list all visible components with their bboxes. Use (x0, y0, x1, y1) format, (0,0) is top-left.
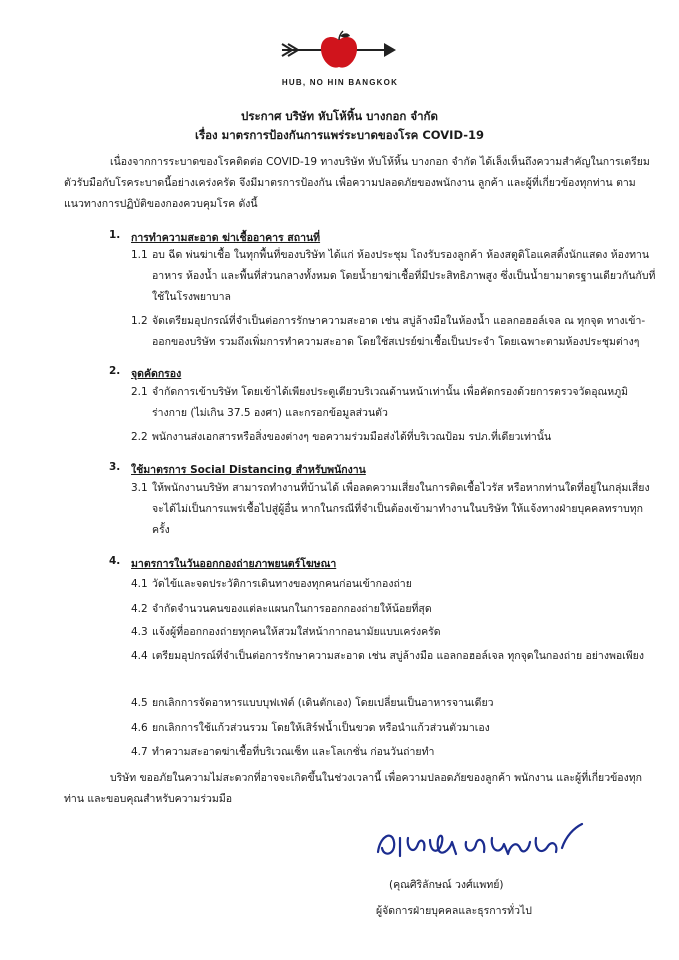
item-text: จำกัดจำนวนคนของแต่ละแผนกในการออกกองถ่ายให้น้อยที่สุด (152, 603, 432, 615)
item-number: 2.2 (131, 431, 148, 443)
announcement-subject: เรื่อง มาตรการป้องกันการแพร่ระบาดของโรค COVID-19 (195, 128, 484, 142)
item-text: เตรียมอุปกรณ์ที่จำเป็นต่อการรักษาความสะอาด เช่น สบู่ล้างมือ แอลกอฮอล์เจล ทุกจุดในกองถ่าย อย่างพอเพียง (152, 650, 644, 662)
item-number: 3.1 (131, 482, 148, 494)
section-heading: จุดคัดกรอง (131, 368, 182, 380)
item-number: 4.5 (131, 697, 148, 709)
announcement-title: ประกาศ บริษัท หับโห้หิ้น บางกอก จำกัด (241, 109, 438, 123)
section-number: 3. (109, 461, 121, 473)
signatory-title: ผู้จัดการฝ่ายบุคคลและธุรการทั่วไป (376, 905, 532, 917)
intro-paragraph: เนื่องจากการระบาดของโรคติดต่อ COVID-19 ทางบริษัท หับโห้หิ้น บางกอก จำกัด ได้เล็งเห็นถึงความสำคัญในการเตรียมตัวรับมือกับโรคระบาดนี้อย่างเคร่งครัด จึงมีมาตรการป้องกัน เพื่อความปลอดภัยของพนักงาน ลูกค้า และผู้ที่เกี่ยวข้องทุกท่าน ตามแนวทางการปฏิบัติของกองควบคุมโรค ดังนี้ (64, 156, 650, 210)
section-number: 2. (109, 365, 121, 377)
item-number: 4.6 (131, 722, 148, 734)
item-text: จำกัดการเข้าบริษัท โดยเข้าได้เพียงประตูเดียวบริเวณด้านหน้าเท่านั้น เพื่อคัดกรองด้วยการตรวจวัดอุณหภูมิร่างกาย (ไม่เกิน 37.5 องศา) และกรอกข้อมูลส่วนตัว (152, 386, 629, 419)
logo-text: HUB, NO HIN BANGKOK (281, 78, 399, 87)
item-number: 2.1 (131, 386, 148, 398)
item-number: 4.7 (131, 746, 148, 758)
item-text: ยกเลิกการจัดอาหารแบบบุฟเฟ่ต์ (เดินตักเอง) โดยเปลี่ยนเป็นอาหารจานเดียว (152, 697, 494, 709)
item-text: อบ ฉีด พ่นฆ่าเชื้อ ในทุกพื้นที่ของบริษัท ได้แก่ ห้องประชุม โถงรับรองลูกค้า ห้องสตูดิโอแคสติ้งนักแสดง ห้องทานอาหาร ห้องน้ำ และพื้นที่ส่วนกลางทั้งหมด โดยน้ำยาฆ่าเชื้อที่มีประสิทธิภาพสูง ซึ่งเป็นน้ำยามาตรฐานเดียวกันกับที่ใช้ในโรงพยาบาล (152, 249, 656, 303)
section-heading: มาตรการในวันออกกองถ่ายภาพยนตร์โฆษณา (131, 558, 337, 570)
item-text: ยกเลิกการใช้แก้วส่วนรวม โดยให้เสิร์ฟน้ำเป็นขวด หรือนำแก้วส่วนตัวมาเอง (152, 722, 490, 734)
handwritten-signature-icon (370, 818, 590, 868)
item-number: 4.2 (131, 603, 148, 615)
item-text: แจ้งผู้ที่ออกกองถ่ายทุกคนให้สวมใส่หน้ากากอนามัยแบบเคร่งครัด (152, 626, 441, 638)
item-text: พนักงานส่งเอกสารหรือสิ่งของต่างๆ ขอความร่วมมือส่งได้ที่บริเวณป้อม รปภ.ที่เดียวเท่านั้น (152, 431, 552, 443)
closing-paragraph: บริษัท ขออภัยในความไม่สะดวกที่อาจจะเกิดขึ้นในช่วงเวลานี้ เพื่อความปลอดภัยของลูกค้า พนักงาน และผู้ที่เกี่ยวข้องทุกท่าน และขอบคุณสำหรับความร่วมมือ (64, 772, 642, 805)
item-text: ให้พนักงานบริษัท สามารถทำงานที่บ้านได้ เพื่อลดความเสี่ยงในการติดเชื้อไวรัส หรือหากท่านใดที่อยู่ในกลุ่มเสี่ยง จะได้ไม่เป็นการแพร่เชื้อไปสู่ผู้อื่น หากในกรณีที่จำเป็นต้องเข้ามาทำงานในบริษัท ให้แจ้งทางฝ่ายบุคคลทราบทุกครั้ง (152, 482, 650, 536)
item-number: 4.3 (131, 626, 148, 638)
item-number: 1.1 (131, 249, 148, 261)
section-number: 1. (109, 229, 121, 241)
section-heading: ใช้มาตรการ Social Distancing สำหรับพนักงาน (131, 464, 366, 476)
item-text: ทำความสะอาดฆ่าเชื้อที่บริเวณเซ็ท และโลเกชั่น ก่อนวันถ่ายทำ (152, 746, 435, 758)
item-number: 4.1 (131, 578, 148, 590)
signatory-name: (คุณศิริลักษณ์ วงศ์แพทย์) (389, 879, 504, 891)
item-text: จัดเตรียมอุปกรณ์ที่จำเป็นต่อการรักษาความสะอาด เช่น สบู่ล้างมือในห้องน้ำ แอลกอฮอล์เจล ณ ทุกจุด ทางเข้า-ออกของบริษัท รวมถึงเพิ่มการทำความสะอาด โดยใช้สเปรย์ฆ่าเชื้อเป็นประจำ โดยเฉพาะตามห้องประชุมต่างๆ (152, 315, 646, 348)
section-heading: การทำความสะอาด ฆ่าเชื้ออาคาร สถานที่ (131, 232, 321, 244)
item-number: 4.4 (131, 650, 148, 662)
hub-logo-apple-arrow-icon (278, 30, 400, 82)
item-text: วัดไข้และจดประวัติการเดินทางของทุกคนก่อนเข้ากองถ่าย (152, 578, 412, 590)
item-number: 1.2 (131, 315, 148, 327)
section-number: 4. (109, 555, 121, 567)
